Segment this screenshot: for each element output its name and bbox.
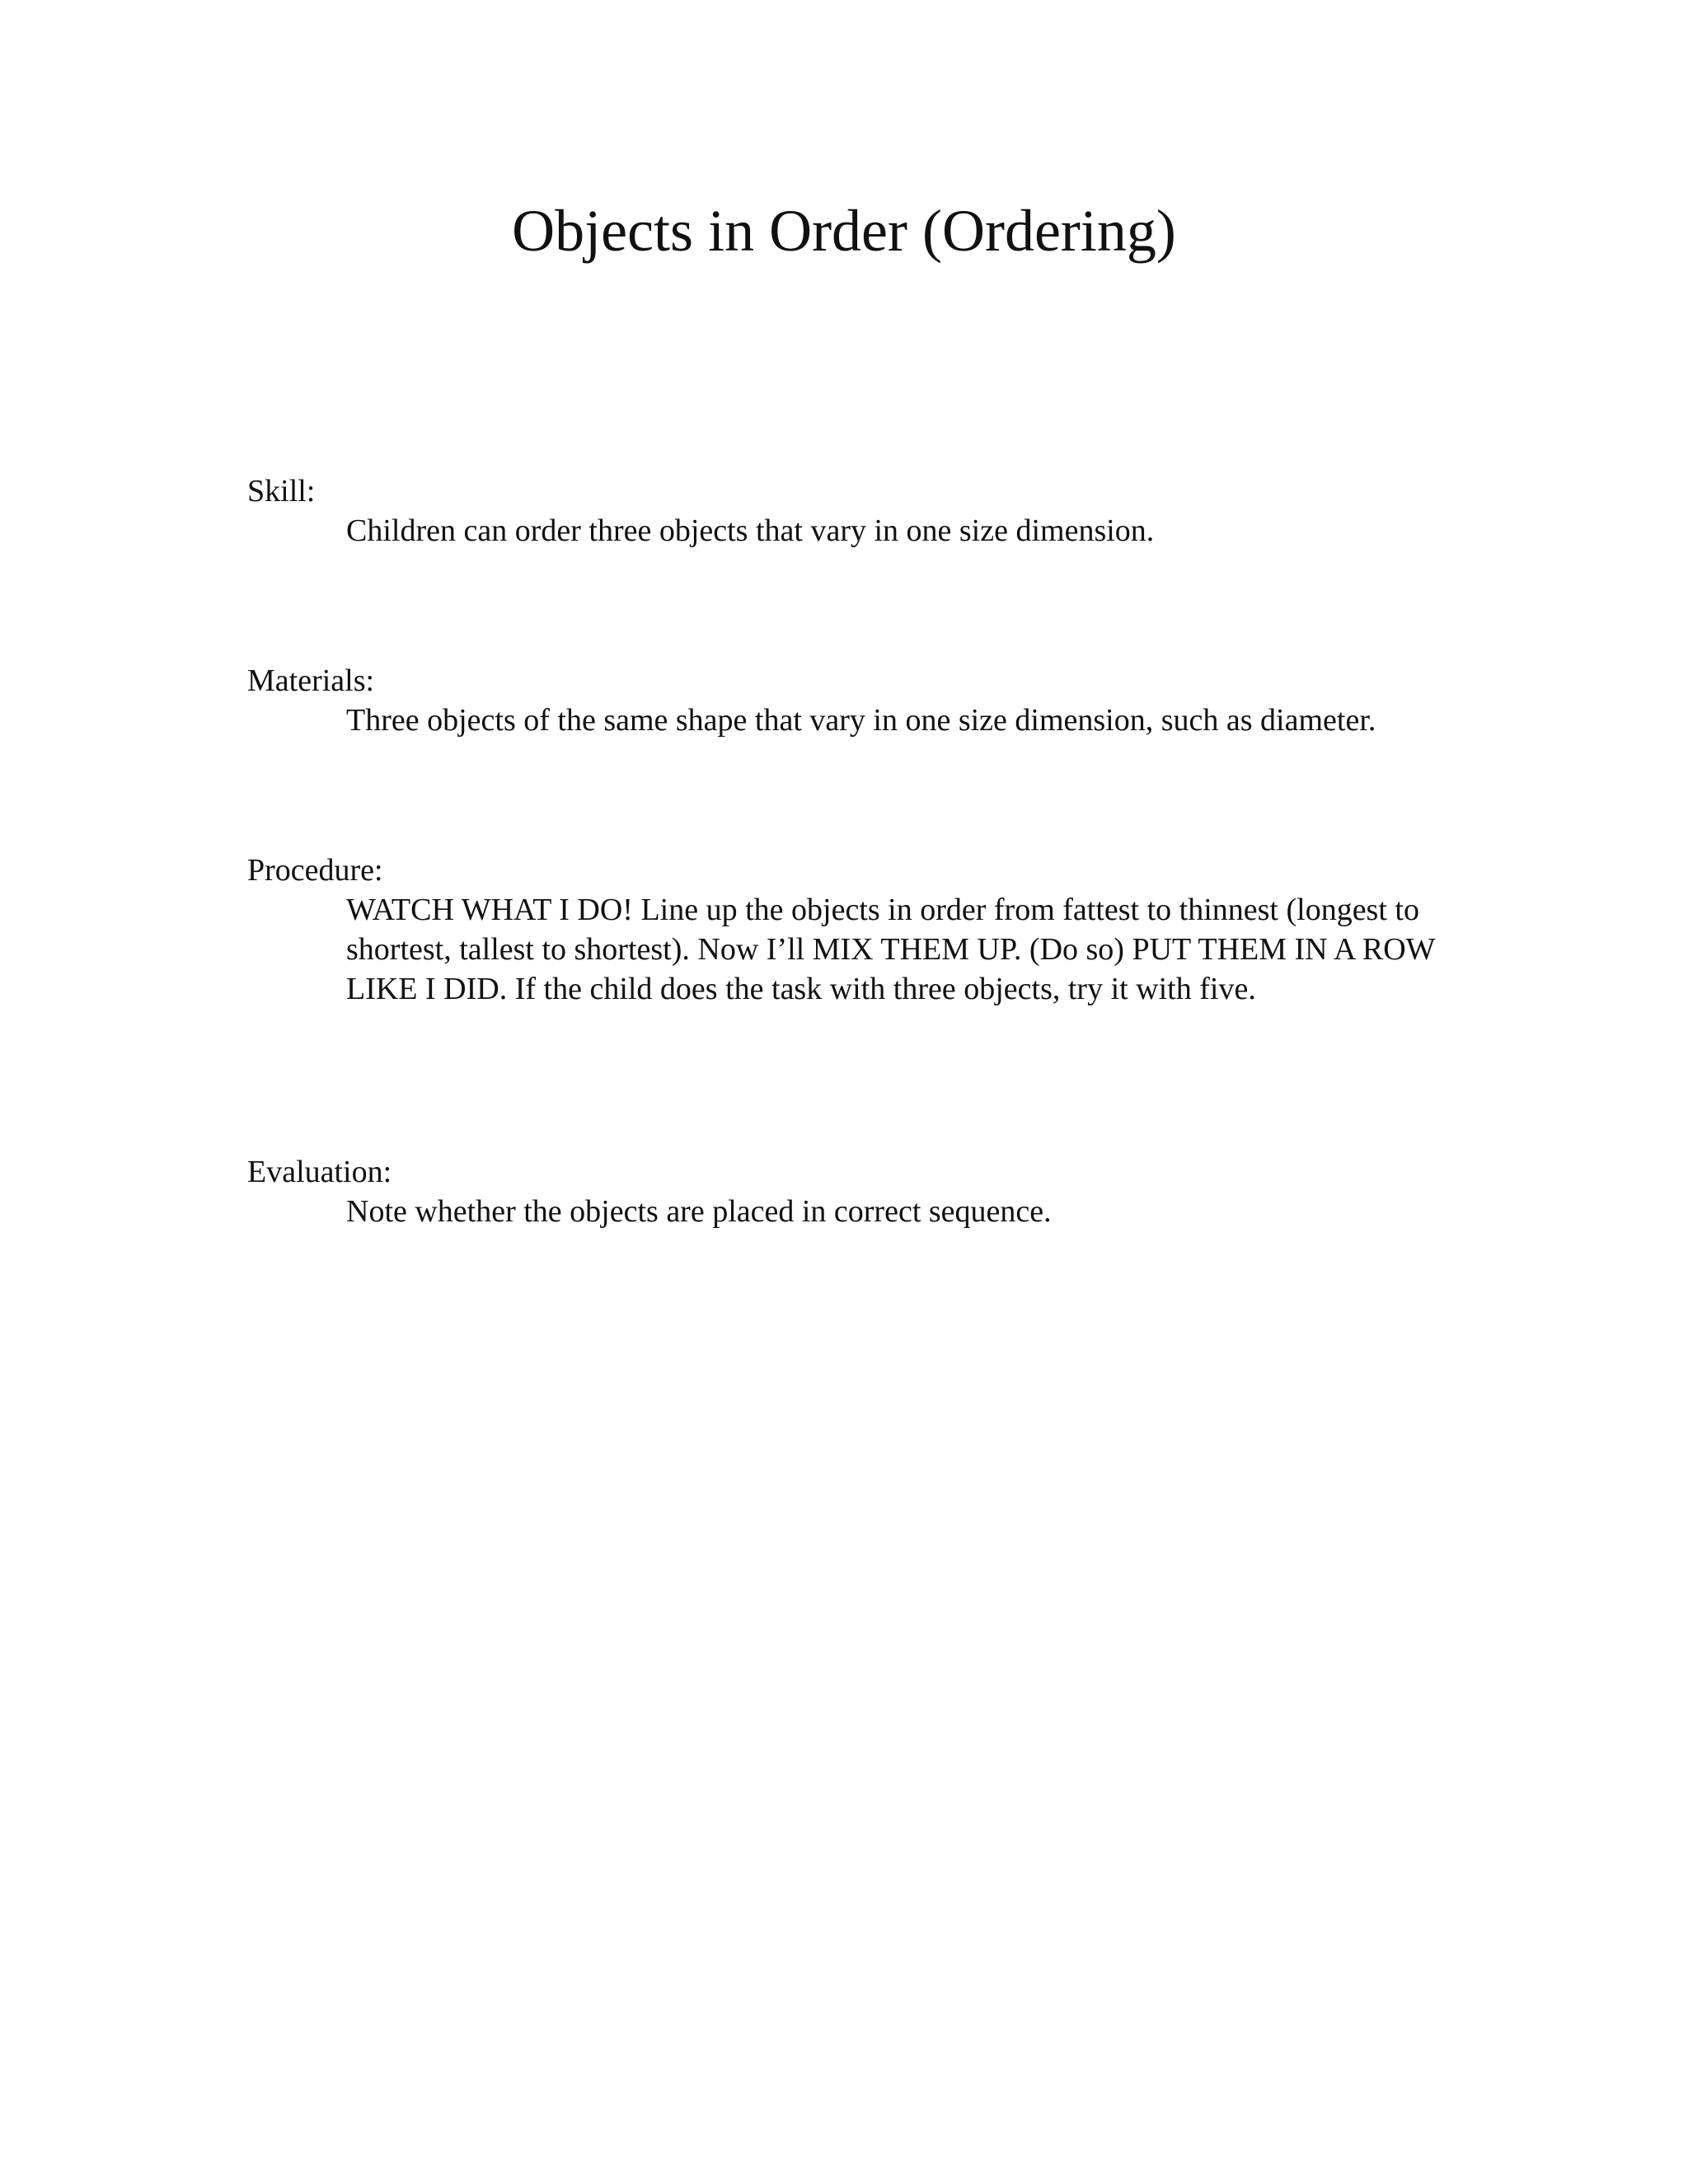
procedure-label: Procedure:: [247, 853, 383, 888]
skill-text: Children can order three objects that vary in one size dimension.: [346, 513, 1155, 548]
materials-section: [247, 661, 1533, 740]
page-title: Objects in Order (Ordering): [512, 198, 1176, 264]
procedure-section: [247, 851, 1533, 1009]
evaluation-text: Note whether the objects are placed in correct sequence.: [346, 1194, 1052, 1229]
skill-label: Skill:: [247, 474, 316, 509]
evaluation-section: [247, 1152, 1533, 1231]
evaluation-label: Evaluation:: [247, 1155, 392, 1189]
materials-label: Materials:: [247, 663, 375, 698]
materials-text: Three objects of the same shape that vary in one size dimension, such as diameter.: [346, 703, 1376, 738]
skill-section: [247, 471, 1533, 551]
procedure-text: WATCH WHAT I DO! Line up the objects in order from fattest to thinnest (longest to shortest, tallest to shortest). Now I’ll MIX THEM UP. (Do so) PUT THEM IN A ROW LIKE I DID. If the child does the task with three objects, try it with five.: [346, 893, 1435, 1006]
